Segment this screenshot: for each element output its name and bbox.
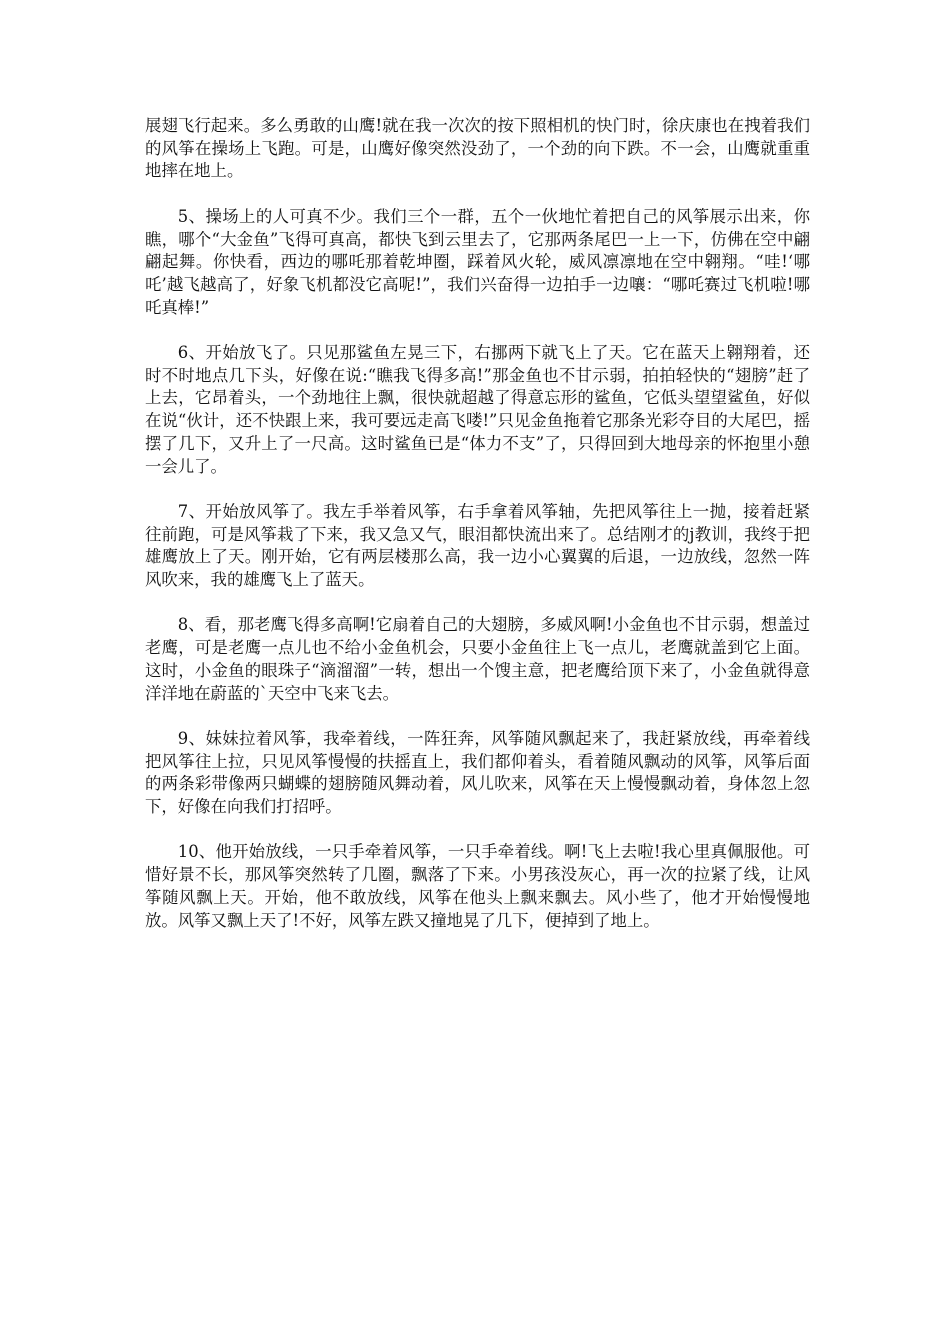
document-body xyxy=(145,115,810,955)
paragraph-5: 5、操场上的人可真不少。我们三个一群，五个一伙地忙着把自己的风筝展示出来，你瞧，哪个“大金鱼”飞得可真高，都快飞到云里去了，它那两条尾巴一上一下，仿佛在空中翩翩起舞。你快看，西边的哪吒那着乾坤圈，踩着风火轮，威风凛凛地在空中翱翔。“哇!‘哪吒’越飞越高了，好象飞机都没它高呢!”，我们兴奋得一边拍手一边嚷：“哪吒赛过飞机啦!哪吒真棒!” xyxy=(145,206,810,317)
paragraph-10: 10、他开始放线，一只手牵着风筝，一只手牵着线。啊!飞上去啦!我心里真佩服他。可惜好景不长，那风筝突然转了几圈，飘落了下来。小男孩没灰心，再一次的拉紧了线，让风筝随风飘上天。开始，他不敢放线，风筝在他头上飘来飘去。风小些了，他才开始慢慢地放。风筝又飘上天了!不好，风筝左跌又撞地晃了几下，便掉到了地上。 xyxy=(145,842,810,930)
paragraph-6: 6、开始放飞了。只见那鲨鱼左晃三下，右挪两下就飞上了天。它在蓝天上翱翔着，还时不时地点几下头，好像在说:“瞧我飞得多高!”那金鱼也不甘示弱，拍拍轻快的“翅膀”赶了上去，它昂着头，一个劲地往上飘，很快就超越了得意忘形的鲨鱼，它低头望望鲨鱼，好似在说“伙计，还不快跟上来，我可要远走高飞喽!”只见金鱼拖着它那条光彩夺目的大尾巴，摇摆了几下，又升上了一尺高。这时鲨鱼已是“体力不支”了，只得回到大地母亲的怀抱里小憩一会儿了。 xyxy=(145,343,810,476)
paragraph-8: 8、看，那老鹰飞得多高啊!它扇着自己的大翅膀，多威风啊!小金鱼也不甘示弱，想盖过老鹰，可是老鹰一点儿也不给小金鱼机会，只要小金鱼往上飞一点儿，老鹰就盖到它上面。这时，小金鱼的眼珠子“滴溜溜”一转，想出一个馊主意，把老鹰给顶下来了，小金鱼就得意洋洋地在蔚蓝的`天空中飞来飞去。 xyxy=(145,615,810,703)
paragraph-9: 9、妹妹拉着风筝，我牵着线，一阵狂奔，风筝随风飘起来了，我赶紧放线，再牵着线把风筝往上拉，只见风筝慢慢的扶摇直上，我们都仰着头，看着随风飘动的风筝，风筝后面的两条彩带像两只蝴蝶的翅膀随风舞动着，风儿吹来，风筝在天上慢慢飘动着，身体忽上忽下，好像在向我们打招呼。 xyxy=(145,728,810,817)
paragraph-7: 7、开始放风筝了。我左手举着风筝，右手拿着风筝轴，先把风筝往上一抛，接着赶紧往前跑，可是风筝栽了下来，我又急又气，眼泪都快流出来了。总结刚才的j教训，我终于把雄鹰放上了天。刚开始，它有两层楼那么高，我一边小心翼翼的后退，一边放线，忽然一阵风吹来，我的雄鹰飞上了蓝天。 xyxy=(145,501,810,590)
paragraph-continuation: 展翅飞行起来。多么勇敢的山鹰!就在我一次次的按下照相机的快门时，徐庆康也在拽着我们的风筝在操场上飞跑。可是，山鹰好像突然没劲了，一个劲的向下跌。不一会，山鹰就重重地摔在地上。 xyxy=(145,116,810,181)
